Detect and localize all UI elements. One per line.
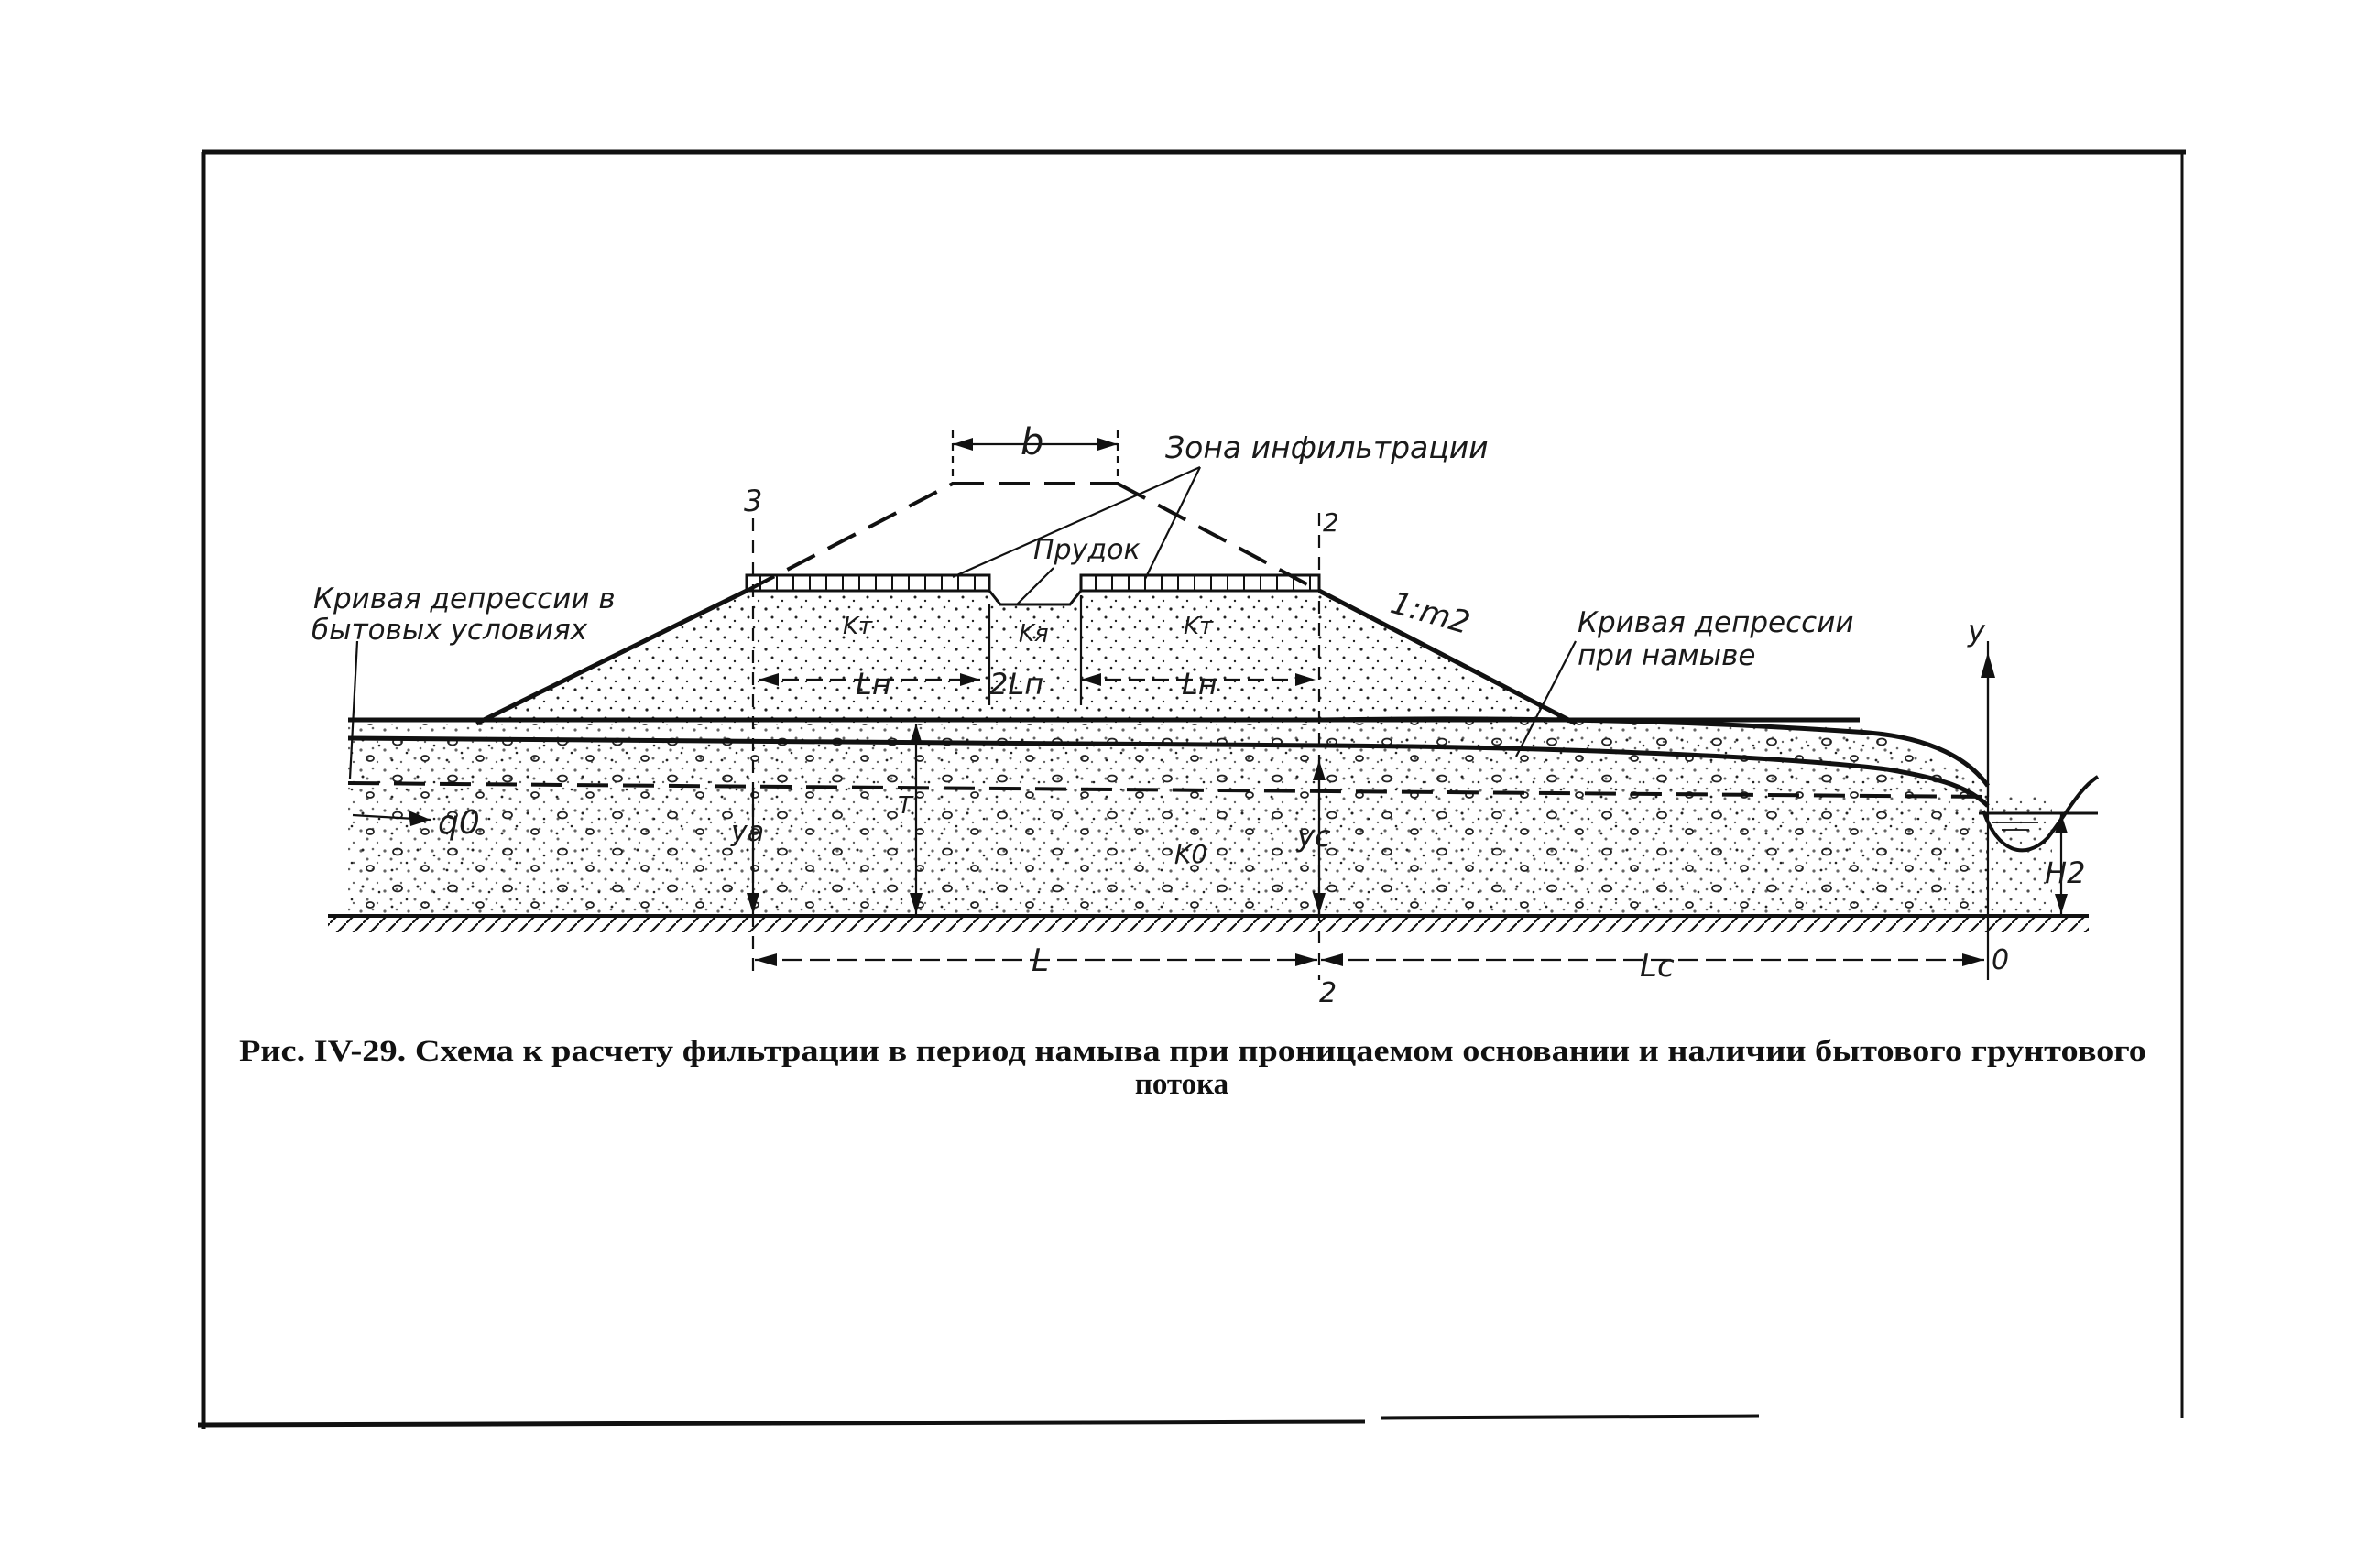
pond-depression [989, 591, 1081, 604]
label-h2: H2 [2045, 855, 2086, 890]
label-origin: 0 [1992, 944, 2010, 976]
foundation-layer [348, 720, 2052, 916]
y-axis-arrow [1981, 652, 1995, 797]
label-2l-p: 2Lп [989, 667, 1044, 702]
figure-caption-line2: потока [1134, 1068, 1229, 1101]
label-q0: q0 [438, 804, 480, 842]
label-l-c: Lc [1640, 948, 1675, 985]
label-k-t-left: Kт [843, 613, 873, 640]
label-k-t-right: Kт [1184, 613, 1214, 640]
label-depression-natural-2: бытовых условиях [311, 614, 588, 647]
label-section-3: 3 [744, 484, 763, 518]
label-pond: Прудок [1033, 534, 1141, 566]
dim-bottom-row [755, 953, 1984, 966]
label-section-2-bottom: 2 [1319, 977, 1337, 1009]
label-depression-natural-1: Кривая депрессии в [313, 583, 616, 615]
label-l: L [1032, 942, 1049, 979]
label-depression-fill-2: при намыве [1578, 639, 1756, 672]
label-y-a: ya [731, 816, 765, 848]
label-depression-fill-1: Кривая депрессии [1578, 606, 1854, 639]
label-slope: 1:m2 [1386, 584, 1474, 642]
label-t: T [898, 792, 912, 820]
label-k-ya: Kя [1019, 620, 1049, 648]
label-section-2-top: 2 [1323, 507, 1339, 538]
impermeable-base [328, 916, 2089, 932]
label-infiltration-zone: Зона инфильтрации [1165, 430, 1489, 465]
label-b: b [1021, 421, 1044, 463]
label-y-axis: y [1968, 614, 1985, 648]
label-l-n-left: Lн [856, 667, 891, 702]
figure-caption-line1: Рис. IV-29. Схема к расчету фильтрации в период намыва при проницаемом основании и наличии бытового грунтового [239, 1035, 2146, 1068]
label-k-0: K0 [1174, 839, 1208, 869]
label-l-n-right: Lн [1182, 667, 1217, 702]
infiltration-strip-right [1081, 575, 1319, 591]
label-y-c: yc [1297, 819, 1331, 854]
